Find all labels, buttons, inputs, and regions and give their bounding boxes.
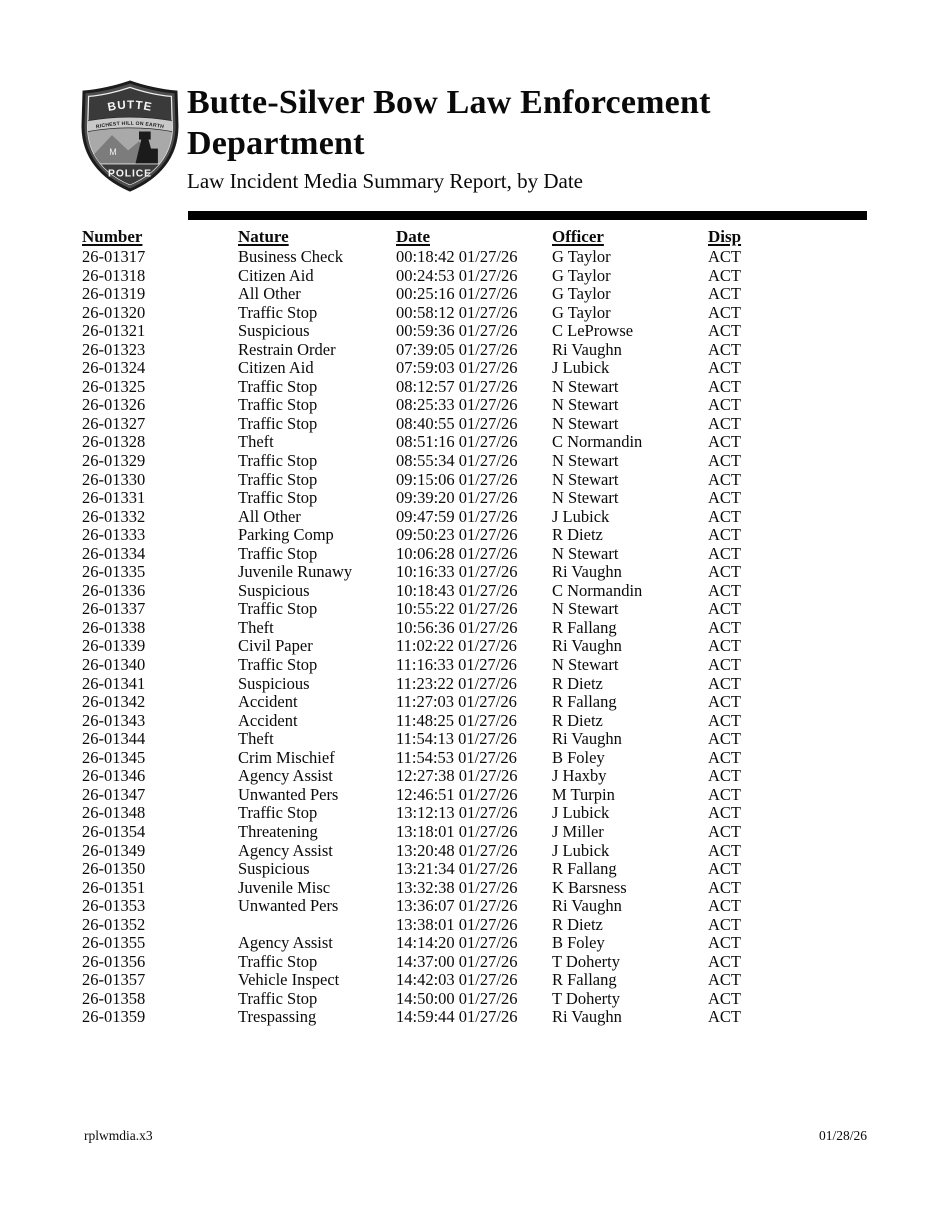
badge-banner-text: RICHEST HILL ON EARTH (95, 120, 165, 131)
police-badge-icon (78, 80, 182, 192)
cell-number: 26-01331 (82, 489, 146, 508)
cell-officer: R Dietz (552, 711, 603, 730)
cell-officer: R Fallang (552, 860, 617, 879)
cell-date: 09:47:59 01/27/26 (396, 507, 518, 526)
cell-number: 26-01344 (82, 730, 146, 749)
cell-number: 26-01337 (82, 600, 146, 619)
cell-number: 26-01326 (82, 396, 146, 415)
incident-row (82, 341, 868, 360)
incident-row (82, 693, 868, 712)
cell-disp: ACT (708, 303, 741, 322)
cell-officer: G Taylor (552, 266, 611, 285)
incident-row (82, 637, 868, 656)
cell-nature: Citizen Aid (238, 266, 314, 285)
cell-nature: Traffic Stop (238, 989, 318, 1008)
cell-date: 11:54:13 01/27/26 (396, 730, 517, 749)
incident-row (82, 563, 868, 582)
incident-row (82, 767, 868, 786)
cell-disp: ACT (708, 693, 741, 712)
cell-nature: Accident (238, 693, 298, 712)
incident-row (82, 804, 868, 823)
cell-disp: ACT (708, 934, 741, 953)
cell-date: 13:38:01 01/27/26 (396, 915, 518, 934)
footer-print-date: 01/28/26 (818, 1128, 867, 1143)
cell-date: 11:48:25 01/27/26 (396, 711, 517, 730)
incident-row (82, 600, 868, 619)
incident-row (82, 267, 868, 286)
cell-nature: All Other (238, 507, 301, 526)
cell-number: 26-01323 (82, 340, 146, 359)
cell-disp: ACT (708, 285, 741, 304)
incident-row (82, 842, 868, 861)
cell-nature: Suspicious (238, 322, 310, 341)
cell-date: 13:21:34 01/27/26 (396, 860, 518, 879)
cell-officer: R Dietz (552, 915, 603, 934)
cell-number: 26-01339 (82, 637, 146, 656)
cell-number: 26-01340 (82, 656, 146, 675)
cell-officer: Ri Vaughn (552, 897, 622, 916)
cell-number: 26-01346 (82, 767, 146, 786)
cell-officer: R Fallang (552, 618, 617, 637)
incident-row (82, 897, 868, 916)
cell-nature: Traffic Stop (238, 470, 318, 489)
cell-disp: ACT (708, 600, 741, 619)
cell-disp: ACT (708, 266, 741, 285)
cell-nature: Traffic Stop (238, 600, 318, 619)
cell-number: 26-01332 (82, 507, 146, 526)
cell-number: 26-01345 (82, 748, 146, 767)
incident-row (82, 749, 868, 768)
cell-nature: Business Check (238, 248, 343, 266)
cell-disp: ACT (708, 489, 741, 508)
cell-nature: Suspicious (238, 581, 310, 600)
cell-number: 26-01338 (82, 618, 146, 637)
incident-row (82, 953, 868, 972)
cell-date: 10:55:22 01/27/26 (396, 600, 518, 619)
cell-disp: ACT (708, 989, 741, 1008)
cell-officer: N Stewart (552, 414, 619, 433)
cell-disp: ACT (708, 359, 741, 378)
cell-date: 10:18:43 01/27/26 (396, 581, 518, 600)
cell-date: 10:06:28 01/27/26 (396, 544, 518, 563)
cell-officer: K Barsness (552, 878, 627, 897)
incident-row (82, 675, 868, 694)
cell-date: 00:25:16 01/27/26 (396, 285, 518, 304)
cell-number: 26-01329 (82, 452, 146, 471)
cell-date: 07:59:03 01/27/26 (396, 359, 518, 378)
cell-officer: C LeProwse (552, 322, 634, 341)
cell-nature: Traffic Stop (238, 804, 318, 823)
cell-date: 13:18:01 01/27/26 (396, 822, 518, 841)
cell-number: 26-01335 (82, 563, 146, 582)
cell-nature (238, 916, 396, 935)
incident-row (82, 489, 868, 508)
cell-officer: J Lubick (552, 841, 610, 860)
cell-date: 11:27:03 01/27/26 (396, 693, 517, 712)
column-header-nature: Nature (238, 227, 289, 246)
cell-date: 12:46:51 01/27/26 (396, 785, 518, 804)
cell-officer: B Foley (552, 748, 605, 767)
cell-date: 10:16:33 01/27/26 (396, 563, 518, 582)
cell-nature: Agency Assist (238, 934, 333, 953)
cell-officer: J Lubick (552, 507, 610, 526)
cell-date: 12:27:38 01/27/26 (396, 767, 518, 786)
cell-date: 14:59:44 01/27/26 (396, 1008, 518, 1027)
cell-disp: ACT (708, 656, 741, 675)
incident-row (82, 619, 868, 638)
cell-date: 11:02:22 01/27/26 (396, 637, 517, 656)
cell-number: 26-01358 (82, 989, 146, 1008)
cell-disp: ACT (708, 952, 741, 971)
badge-mountain-letter: M (109, 146, 117, 157)
cell-disp: ACT (708, 526, 741, 545)
cell-officer: N Stewart (552, 656, 619, 675)
badge-bottom-text: POLICE (108, 168, 152, 180)
cell-officer: J Miller (552, 822, 604, 841)
cell-disp: ACT (708, 544, 741, 563)
cell-nature: Restrain Order (238, 340, 336, 359)
cell-disp: ACT (708, 581, 741, 600)
incident-row (82, 415, 868, 434)
footer-report-id: rplwmdia.x3 (84, 1128, 153, 1143)
cell-nature: Theft (238, 433, 274, 452)
cell-officer: R Fallang (552, 971, 617, 990)
cell-nature: Vehicle Inspect (238, 971, 340, 990)
cell-disp: ACT (708, 897, 741, 916)
incident-row (82, 248, 868, 267)
cell-officer: N Stewart (552, 544, 619, 563)
incident-row (82, 322, 868, 341)
cell-officer: Ri Vaughn (552, 340, 622, 359)
cell-disp: ACT (708, 860, 741, 879)
cell-number: 26-01341 (82, 674, 146, 693)
cell-date: 08:51:16 01/27/26 (396, 433, 518, 452)
cell-officer: T Doherty (552, 952, 620, 971)
report-header (187, 82, 887, 194)
incident-row (82, 971, 868, 990)
cell-disp: ACT (708, 785, 741, 804)
cell-date: 14:50:00 01/27/26 (396, 989, 518, 1008)
cell-disp: ACT (708, 507, 741, 526)
incident-row (82, 582, 868, 601)
column-header-number: Number (82, 227, 143, 246)
cell-number: 26-01327 (82, 414, 146, 433)
cell-officer: C Normandin (552, 581, 643, 600)
cell-officer: J Lubick (552, 804, 610, 823)
cell-date: 09:50:23 01/27/26 (396, 526, 518, 545)
cell-officer: Ri Vaughn (552, 1008, 622, 1027)
cell-nature: Accident (238, 711, 298, 730)
report-subtitle: Law Incident Media Summary Report, by Date (187, 169, 583, 193)
cell-officer: N Stewart (552, 452, 619, 471)
cell-number: 26-01355 (82, 934, 146, 953)
cell-officer: G Taylor (552, 248, 611, 266)
cell-date: 11:16:33 01/27/26 (396, 656, 517, 675)
incident-table-header (82, 226, 868, 248)
cell-nature: Traffic Stop (238, 544, 318, 563)
incident-row (82, 545, 868, 564)
cell-nature: Unwanted Pers (238, 785, 339, 804)
cell-officer: Ri Vaughn (552, 730, 622, 749)
incident-row (82, 712, 868, 731)
cell-date: 00:59:36 01/27/26 (396, 322, 518, 341)
cell-number: 26-01348 (82, 804, 146, 823)
cell-nature: All Other (238, 285, 301, 304)
cell-number: 26-01359 (82, 1008, 146, 1027)
incident-row (82, 860, 868, 879)
cell-disp: ACT (708, 878, 741, 897)
cell-disp: ACT (708, 618, 741, 637)
incident-row (82, 396, 868, 415)
cell-nature: Traffic Stop (238, 452, 318, 471)
cell-date: 00:24:53 01/27/26 (396, 266, 518, 285)
cell-nature: Traffic Stop (238, 489, 318, 508)
column-header-officer: Officer (552, 227, 604, 246)
cell-disp: ACT (708, 804, 741, 823)
incident-row (82, 916, 868, 935)
cell-officer: M Turpin (552, 785, 615, 804)
cell-officer: J Haxby (552, 767, 607, 786)
cell-disp: ACT (708, 767, 741, 786)
cell-officer: N Stewart (552, 489, 619, 508)
department-title-line1: Butte-Silver Bow Law Enforcement (187, 84, 711, 121)
cell-nature: Unwanted Pers (238, 897, 339, 916)
cell-nature: Traffic Stop (238, 952, 318, 971)
incident-table (82, 226, 868, 1027)
cell-date: 00:18:42 01/27/26 (396, 248, 518, 266)
cell-disp: ACT (708, 971, 741, 990)
incident-row (82, 471, 868, 490)
cell-nature: Traffic Stop (238, 396, 318, 415)
incident-row (82, 378, 868, 397)
cell-disp: ACT (708, 822, 741, 841)
cell-officer: G Taylor (552, 285, 611, 304)
cell-disp: ACT (708, 452, 741, 471)
cell-date: 08:25:33 01/27/26 (396, 396, 518, 415)
cell-nature: Juvenile Misc (238, 878, 331, 897)
cell-disp: ACT (708, 841, 741, 860)
cell-number: 26-01342 (82, 693, 146, 712)
cell-nature: Crim Mischief (238, 748, 335, 767)
incident-row (82, 1008, 868, 1027)
cell-date: 11:23:22 01/27/26 (396, 674, 517, 693)
header-divider (188, 211, 867, 220)
cell-number: 26-01343 (82, 711, 146, 730)
cell-date: 08:12:57 01/27/26 (396, 377, 518, 396)
cell-nature: Parking Comp (238, 526, 334, 545)
cell-number: 26-01349 (82, 841, 146, 860)
cell-nature: Agency Assist (238, 767, 333, 786)
cell-number: 26-01357 (82, 971, 146, 990)
cell-officer: R Fallang (552, 693, 617, 712)
incident-row (82, 508, 868, 527)
cell-disp: ACT (708, 1008, 741, 1027)
cell-number: 26-01333 (82, 526, 146, 545)
incident-row (82, 452, 868, 471)
cell-number: 26-01334 (82, 544, 146, 563)
cell-officer: R Dietz (552, 526, 603, 545)
incident-row (82, 359, 868, 378)
cell-disp: ACT (708, 433, 741, 452)
cell-disp: ACT (708, 470, 741, 489)
cell-date: 13:32:38 01/27/26 (396, 878, 518, 897)
cell-number: 26-01318 (82, 266, 146, 285)
cell-nature: Traffic Stop (238, 303, 318, 322)
cell-officer: N Stewart (552, 377, 619, 396)
incident-row (82, 786, 868, 805)
cell-date: 14:37:00 01/27/26 (396, 952, 518, 971)
cell-officer: G Taylor (552, 303, 611, 322)
cell-number: 26-01347 (82, 785, 146, 804)
cell-nature: Suspicious (238, 674, 310, 693)
cell-number: 26-01328 (82, 433, 146, 452)
cell-officer: N Stewart (552, 600, 619, 619)
cell-disp: ACT (708, 322, 741, 341)
cell-date: 13:36:07 01/27/26 (396, 897, 518, 916)
badge-top-text: BUTTE (106, 98, 154, 114)
cell-disp: ACT (708, 377, 741, 396)
cell-nature: Agency Assist (238, 841, 333, 860)
cell-nature: Citizen Aid (238, 359, 314, 378)
cell-officer: N Stewart (552, 396, 619, 415)
cell-number: 26-01354 (82, 822, 146, 841)
cell-disp: ACT (708, 396, 741, 415)
cell-officer: R Dietz (552, 674, 603, 693)
cell-date: 14:14:20 01/27/26 (396, 934, 518, 953)
incident-row (82, 730, 868, 749)
cell-officer: T Doherty (552, 989, 620, 1008)
cell-number: 26-01317 (82, 248, 146, 266)
cell-nature: Threatening (238, 822, 318, 841)
cell-officer: Ri Vaughn (552, 637, 622, 656)
cell-date: 00:58:12 01/27/26 (396, 303, 518, 322)
incident-row (82, 285, 868, 304)
incident-row (82, 823, 868, 842)
cell-number: 26-01320 (82, 303, 146, 322)
cell-nature: Theft (238, 730, 274, 749)
cell-nature: Trespassing (238, 1008, 317, 1027)
cell-disp: ACT (708, 674, 741, 693)
cell-disp: ACT (708, 748, 741, 767)
cell-disp: ACT (708, 248, 741, 266)
cell-number: 26-01321 (82, 322, 146, 341)
column-header-date: Date (396, 227, 430, 246)
cell-number: 26-01353 (82, 897, 146, 916)
cell-disp: ACT (708, 711, 741, 730)
cell-date: 09:39:20 01/27/26 (396, 489, 518, 508)
cell-nature: Suspicious (238, 860, 310, 879)
cell-nature: Civil Paper (238, 637, 313, 656)
cell-date: 07:39:05 01/27/26 (396, 340, 518, 359)
cell-disp: ACT (708, 414, 741, 433)
cell-date: 14:42:03 01/27/26 (396, 971, 518, 990)
cell-officer: C Normandin (552, 433, 643, 452)
incident-row (82, 526, 868, 545)
incident-row (82, 304, 868, 323)
cell-number: 26-01351 (82, 878, 146, 897)
department-title-line2: Department (187, 125, 365, 162)
cell-date: 13:20:48 01/27/26 (396, 841, 518, 860)
cell-date: 08:40:55 01/27/26 (396, 414, 518, 433)
cell-disp: ACT (708, 730, 741, 749)
incident-row (82, 433, 868, 452)
cell-number: 26-01319 (82, 285, 146, 304)
column-header-disp: Disp (708, 227, 742, 246)
cell-nature: Traffic Stop (238, 414, 318, 433)
incident-row (82, 990, 868, 1009)
cell-number: 26-01352 (82, 915, 146, 934)
cell-nature: Theft (238, 618, 274, 637)
cell-number: 26-01330 (82, 470, 146, 489)
cell-number: 26-01350 (82, 860, 146, 879)
cell-nature: Traffic Stop (238, 656, 318, 675)
cell-number: 26-01324 (82, 359, 146, 378)
cell-date: 11:54:53 01/27/26 (396, 748, 517, 767)
cell-date: 13:12:13 01/27/26 (396, 804, 518, 823)
cell-officer: B Foley (552, 934, 605, 953)
cell-number: 26-01356 (82, 952, 146, 971)
cell-disp: ACT (708, 637, 741, 656)
cell-disp: ACT (708, 340, 741, 359)
cell-date: 09:15:06 01/27/26 (396, 470, 518, 489)
cell-number: 26-01336 (82, 581, 146, 600)
cell-officer: Ri Vaughn (552, 563, 622, 582)
cell-disp: ACT (708, 915, 741, 934)
cell-officer: J Lubick (552, 359, 610, 378)
incident-row (82, 656, 868, 675)
incident-row (82, 879, 868, 898)
cell-date: 08:55:34 01/27/26 (396, 452, 518, 471)
cell-nature: Juvenile Runawy (238, 563, 353, 582)
cell-officer: N Stewart (552, 470, 619, 489)
cell-disp: ACT (708, 563, 741, 582)
cell-date: 10:56:36 01/27/26 (396, 618, 518, 637)
cell-number: 26-01325 (82, 377, 146, 396)
cell-nature: Traffic Stop (238, 377, 318, 396)
incident-row (82, 934, 868, 953)
